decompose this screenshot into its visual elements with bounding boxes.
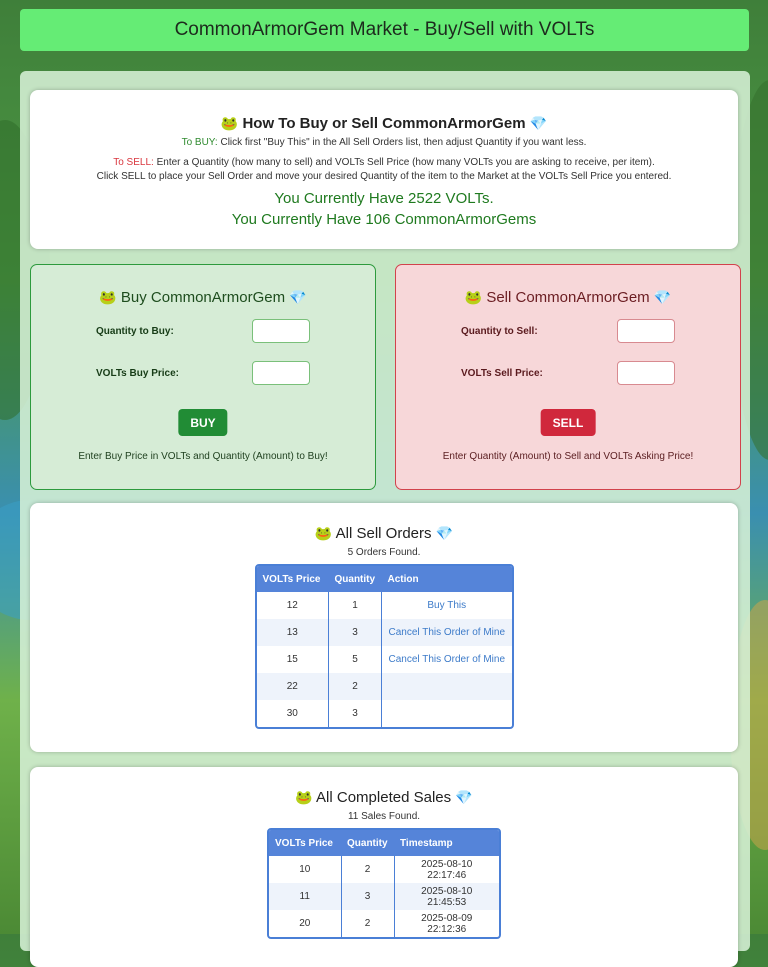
cancel-order-link[interactable]: Cancel This Order of Mine (382, 619, 512, 646)
frog-icon: 🐸 (295, 789, 313, 805)
quantity-cell: 1 (329, 592, 382, 619)
column-header: Action (382, 566, 512, 592)
buy-price-label: VOLTs Buy Price: (96, 367, 179, 379)
price-cell: 30 (286, 708, 298, 719)
completed-title-row (30, 789, 738, 806)
page-header (20, 9, 749, 51)
gem-icon: 💎 (435, 525, 454, 541)
howto-title: How To Buy or Sell CommonArmorGem (242, 115, 526, 132)
buy-instructions-label: To BUY: (181, 137, 218, 148)
sell-title-row (396, 289, 740, 306)
page-title: CommonArmorGem Market - Buy/Sell with VOLTs (174, 19, 595, 40)
quantity-cell: 2 (329, 673, 382, 700)
buy-quantity-row (96, 318, 310, 344)
completed-table (269, 830, 499, 937)
completed-table-wrap (267, 828, 501, 939)
price-cell: 11 (269, 883, 341, 910)
sell-instructions-2: Click SELL to place your Sell Order and move your desired Quantity of the item to the Market at the VOLTs Sell Price you entered. (96, 171, 672, 182)
frog-icon: 🐸 (464, 289, 483, 305)
sell-title: Sell CommonArmorGem (486, 289, 650, 306)
timestamp-cell: 2025-08-09 22:12:36 (394, 910, 499, 937)
buy-button[interactable]: BUY (178, 409, 227, 436)
column-header: VOLTs Price (257, 566, 329, 592)
howto-title-row (30, 115, 738, 132)
quantity-cell: 3 (329, 619, 382, 646)
buy-title: Buy CommonArmorGem (120, 289, 286, 306)
table-header-row (257, 566, 512, 592)
price-cell: 10 (299, 864, 311, 875)
sell-orders-title-row (30, 525, 738, 542)
price-cell: 20 (299, 918, 311, 929)
gem-icon: 💎 (653, 289, 672, 305)
frog-icon: 🐸 (99, 289, 117, 305)
sell-price-row (461, 360, 675, 386)
sell-price-input[interactable] (617, 361, 675, 385)
table-header-row (269, 830, 499, 856)
sell-button[interactable]: SELL (541, 409, 596, 436)
sell-orders-title: All Sell Orders (335, 525, 432, 542)
action-cell (382, 673, 512, 700)
quantity-cell: 2 (341, 910, 394, 937)
buy-price-row (96, 360, 310, 386)
table-row (257, 592, 512, 619)
table-row (257, 619, 512, 646)
sell-instructions-text: Enter a Quantity (how many to sell) and VOLTs Sell Price (how many VOLTs you are asking to receive, per item). (153, 157, 655, 168)
sell-orders-table (257, 566, 512, 727)
sell-orders-table-wrap (255, 564, 514, 729)
cancel-order-link[interactable]: Cancel This Order of Mine (382, 646, 512, 673)
table-row (257, 646, 512, 673)
sell-quantity-input[interactable] (617, 319, 675, 343)
gems-balance: You Currently Have 106 CommonArmorGems (231, 211, 537, 228)
gem-icon: 💎 (529, 115, 548, 131)
completed-title: All Completed Sales (316, 789, 452, 806)
buy-this-link[interactable]: Buy This (382, 592, 512, 619)
buy-quantity-label: Quantity to Buy: (96, 325, 174, 337)
gem-icon: 💎 (455, 789, 473, 805)
price-cell: 22 (257, 673, 329, 700)
sell-instructions-label: To SELL: (113, 157, 154, 168)
sell-orders-card (30, 503, 738, 752)
sell-orders-count: 5 Orders Found. (347, 547, 421, 558)
column-header: Quantity (329, 566, 382, 592)
completed-sales-card (30, 767, 738, 967)
buy-hint: Enter Buy Price in VOLTs and Quantity (Amount) to Buy! (78, 451, 328, 462)
quantity-cell: 5 (329, 646, 382, 673)
table-row (257, 673, 512, 700)
sell-instructions (30, 156, 738, 170)
sell-quantity-row (461, 318, 675, 344)
timestamp-cell: 2025-08-10 22:17:46 (394, 856, 499, 883)
column-header: Quantity (341, 830, 394, 856)
buy-quantity-input[interactable] (252, 319, 310, 343)
buy-price-input[interactable] (252, 361, 310, 385)
quantity-cell: 3 (329, 700, 382, 727)
buy-instructions-text: Click first "Buy This" in the All Sell Orders list, then adjust Quantity if you want less. (217, 137, 587, 148)
volts-balance: You Currently Have 2522 VOLTs. (274, 190, 494, 207)
buy-instructions (30, 136, 738, 150)
quantity-cell: 2 (341, 856, 394, 883)
price-cell: 12 (286, 600, 298, 611)
howto-card (30, 90, 738, 249)
table-row (269, 883, 499, 910)
sell-panel (395, 264, 741, 490)
price-cell: 15 (286, 654, 298, 665)
table-row (269, 910, 499, 937)
buy-panel (30, 264, 376, 490)
frog-icon: 🐸 (220, 115, 239, 131)
timestamp-cell: 2025-08-10 21:45:53 (394, 883, 499, 910)
frog-icon: 🐸 (314, 525, 333, 541)
table-row (257, 700, 512, 727)
sell-quantity-label: Quantity to Sell: (461, 325, 538, 337)
quantity-cell: 3 (341, 883, 394, 910)
buy-title-row (31, 289, 375, 306)
price-cell: 13 (257, 619, 329, 646)
gem-icon: 💎 (289, 289, 307, 305)
action-cell (382, 700, 512, 727)
completed-count: 11 Sales Found. (347, 811, 421, 822)
table-row (269, 856, 499, 883)
sell-hint: Enter Quantity (Amount) to Sell and VOLTs Asking Price! (442, 451, 694, 462)
column-header: VOLTs Price (269, 830, 341, 856)
column-header: Timestamp (394, 830, 499, 856)
sell-price-label: VOLTs Sell Price: (461, 367, 543, 379)
